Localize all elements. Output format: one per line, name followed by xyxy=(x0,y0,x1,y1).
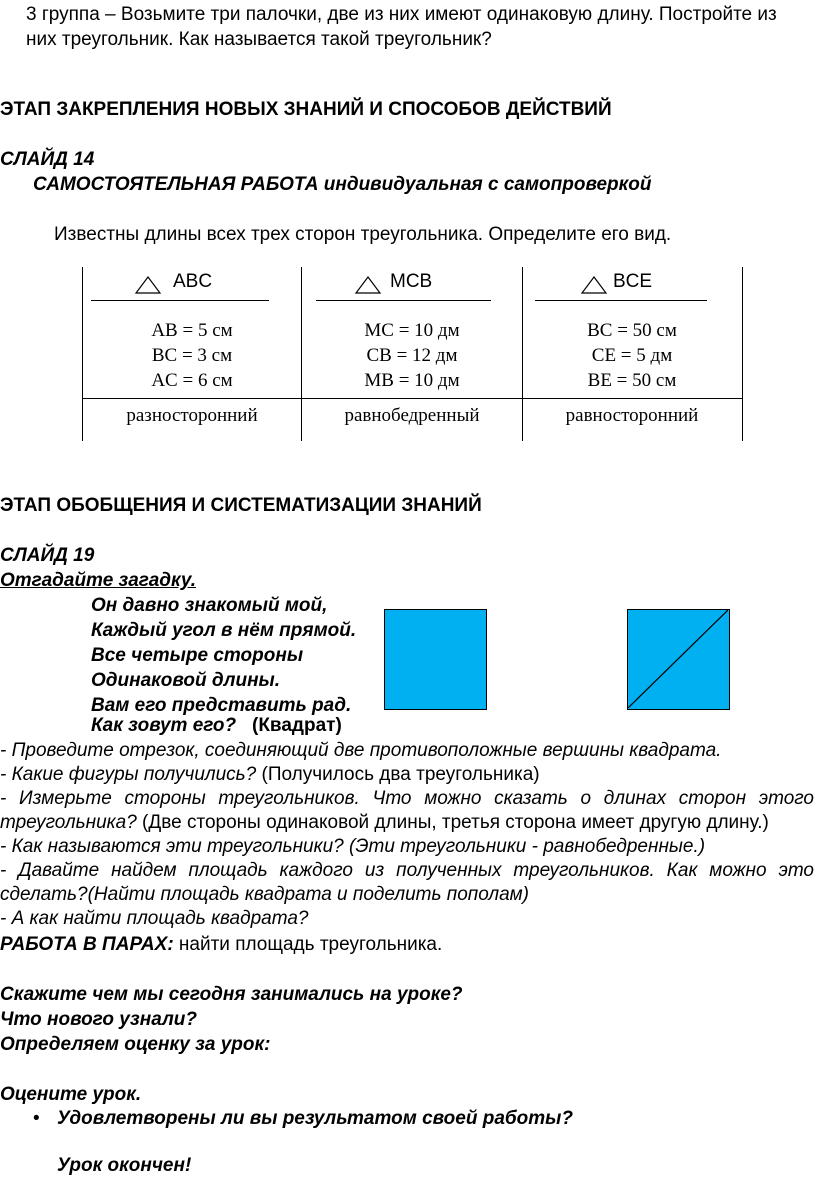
slide-14-title: СЛАЙД 14 xyxy=(0,149,95,170)
answer-equilateral: равносторонний xyxy=(565,405,699,426)
stage2-heading: ЭТАП ОБОБЩЕНИЯ И СИСТЕМАТИЗАЦИИ ЗНАНИЙ xyxy=(0,495,482,516)
bullet-icon: • xyxy=(33,1108,40,1129)
triangle-icon xyxy=(135,276,161,294)
reflection-2: Что нового узнали? xyxy=(0,1009,198,1030)
side-line: AB = 5 см xyxy=(151,320,233,341)
question-5-line-2: сделать?(Найти площадь квадрата и поделить пополам) xyxy=(0,884,530,905)
pair-work-task: найти площадь треугольника. xyxy=(173,934,443,955)
lesson-end: Урок окончен! xyxy=(57,1155,192,1176)
riddle-line: Он давно знакомый мой, xyxy=(91,595,328,616)
reflection-1: Скажите чем мы сегодня занимались на уроке? xyxy=(0,984,463,1005)
riddle-line: Вам его представить рад. xyxy=(91,695,352,716)
riddle-line: Одинаковой длины. xyxy=(91,670,281,691)
pair-work-label: РАБОТА В ПАРАХ: xyxy=(0,934,174,955)
question-3-line-1: - Измерьте стороны треугольников. Что можно сказать о длинах сторон этого xyxy=(0,788,814,809)
side-line: MB = 10 дм xyxy=(364,370,460,391)
side-line: MC = 10 дм xyxy=(364,320,460,341)
question-3-answer: (Две стороны одинаковой длины, третья сторона имеет другую длину.) xyxy=(136,812,769,833)
intro-line-1: 3 группа – Возьмите три палочки, две из них имеют одинаковую длину. Постройте из xyxy=(26,4,777,25)
blue-square-with-diagonal xyxy=(627,609,730,710)
pair-work xyxy=(0,934,442,956)
riddle-line: Все четыре стороны xyxy=(91,645,304,666)
riddle-line: Как зовут его? xyxy=(91,715,237,736)
question-2 xyxy=(0,764,540,786)
work-title xyxy=(33,174,651,196)
question-3-text: треугольника? xyxy=(0,812,137,833)
question-6: - А как найти площадь квадрата? xyxy=(0,908,309,929)
side-line: BC = 50 см xyxy=(587,320,677,341)
triangle-name-3: BCE xyxy=(613,271,653,292)
question-2-answer: (Получилось два треугольника) xyxy=(256,764,540,785)
work-title-rest: индивидуальная с самопроверкой xyxy=(318,174,652,195)
question-1: - Проведите отрезок, соединяющий две противоположные вершины квадрата. xyxy=(0,740,722,761)
side-line: BE = 50 см xyxy=(587,370,677,391)
blue-square xyxy=(384,609,487,710)
question-4: - Как называются эти треугольники? (Эти треугольники - равнобедренные.) xyxy=(0,836,706,857)
reflection-3: Определяем оценку за урок: xyxy=(0,1034,271,1055)
task-text: Известны длины всех трех сторон треугольника. Определите его вид. xyxy=(54,224,672,245)
question-2-text: - Какие фигуры получились? xyxy=(0,764,257,785)
stage1-heading: ЭТАП ЗАКРЕПЛЕНИЯ НОВЫХ ЗНАНИЙ И СПОСОБОВ ДЕЙСТВИЙ xyxy=(0,99,612,120)
slide-19-title: СЛАЙД 19 xyxy=(0,545,95,566)
triangle-name-1: ABC xyxy=(173,271,213,292)
question-5-line-1: - Давайте найдем площадь каждого из полученных треугольников. Как можно это xyxy=(0,860,814,881)
riddle-line: Каждый угол в нём прямой. xyxy=(91,620,357,641)
triangle-icon xyxy=(581,276,607,294)
riddle-answer: (Квадрат) xyxy=(252,715,342,736)
riddle-title: Отгадайте загадку. xyxy=(0,570,196,591)
bullet-question: Удовлетворены ли вы результатом своей работы? xyxy=(57,1108,573,1129)
side-line: CE = 5 дм xyxy=(591,345,673,366)
triangle-name-2: MCB xyxy=(390,271,433,292)
intro-line-2: них треугольник. Как называется такой треугольник? xyxy=(26,29,492,50)
question-3-line-2 xyxy=(0,812,769,834)
diagonal-line xyxy=(628,610,728,708)
answer-isosceles: равнобедренный xyxy=(344,405,480,426)
triangle-icon xyxy=(355,276,381,294)
work-title-bold: САМОСТОЯТЕЛЬНАЯ РАБОТА xyxy=(33,174,319,195)
side-line: AC = 6 см xyxy=(151,370,233,391)
side-line: BC = 3 см xyxy=(151,345,233,366)
side-line: CB = 12 дм xyxy=(366,345,458,366)
answer-scalene: разносторонний xyxy=(126,405,258,426)
rate-lesson: Оцените урок. xyxy=(0,1084,142,1105)
